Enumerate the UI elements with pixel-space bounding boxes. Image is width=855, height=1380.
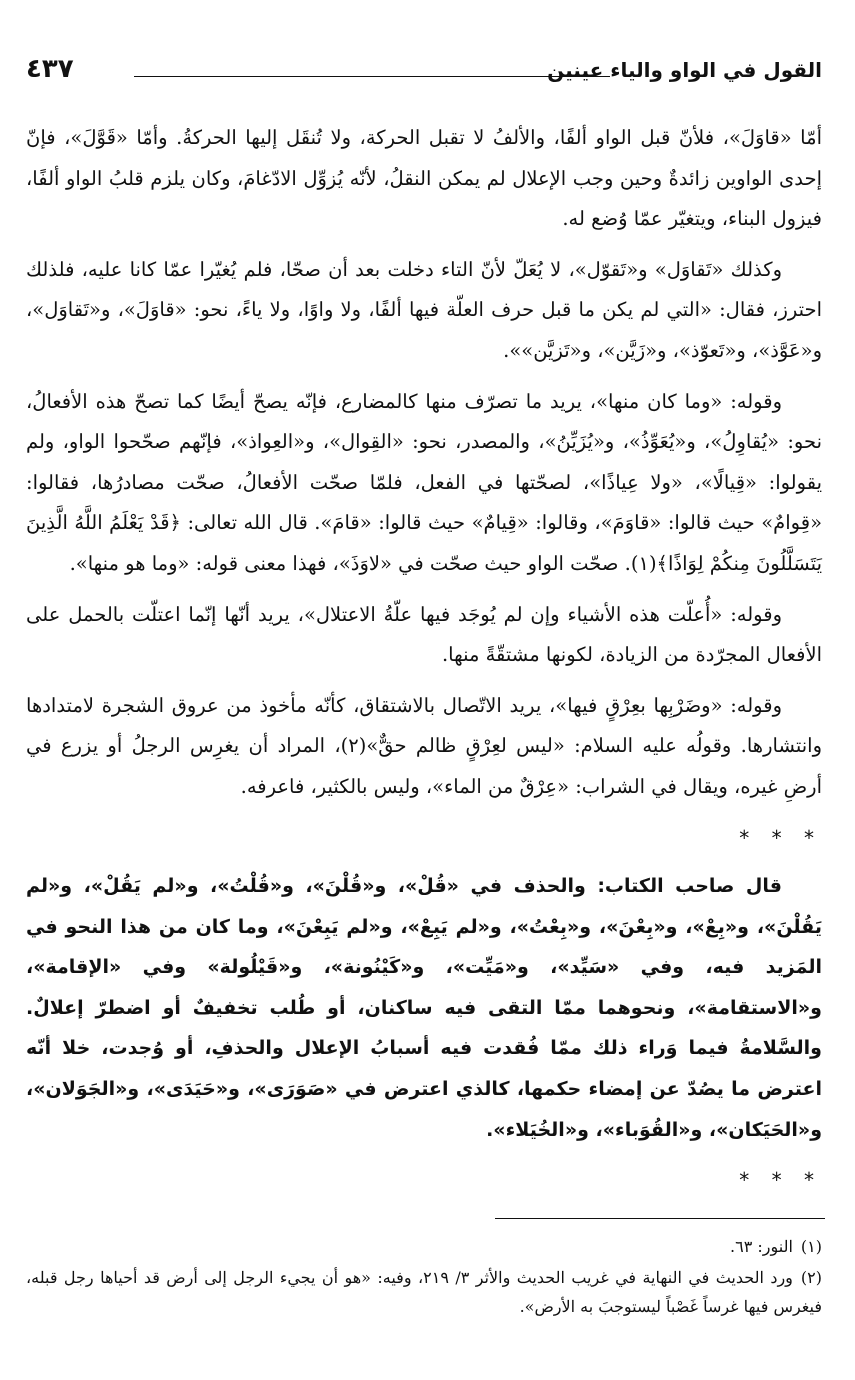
paragraph-1: أمّا «قاوَلَ»، فلأنّ قبل الواو ألفًا، والألفُ لا تقبل الحركة، ولا تُنقَل إليها الحركةُ. وأمّا «قَوَّلَ»، فإنّ إحدى الواوين زائدةٌ وحين وجب الإعلال لم يمكن النقلُ، لأنّه يُزوِّل الادّغامَ، وكان يلزم قلبُ الواو ألفًا، فيزول البناء، ويتغيّر عمّا وُضع له. xyxy=(26,126,822,231)
main-text xyxy=(26,118,822,1209)
page-number: ٤٣٧ xyxy=(26,54,74,84)
paragraph-2: وكذلك «تَقاوَل» و«تَقوّل»، لا يُعَلّ لأنّ التاء دخلت بعد أن صحّا، فلم يُغيّرا عمّا كانا عليه، فلذلك احترز، فقال: «التي لم يكن ما قبل حرف العلّة فيها ألفًا، ولا واوًا، ولا ياءً، نحو: «قاوَلَ»، و«تَقاوَل»، و«عَوَّذ»، و«تَعوّذ»، و«زَيَّن»، و«تَزيَّن»». xyxy=(26,257,822,362)
running-header xyxy=(26,54,822,94)
chapter-title: القول في الواو والياء عينين xyxy=(547,58,822,82)
footnote-number: (١) xyxy=(800,1237,822,1256)
section-separator-2: * * * xyxy=(739,1168,822,1193)
header-rule xyxy=(134,76,610,77)
footnote-rule xyxy=(495,1218,825,1219)
section-separator: * * * xyxy=(739,825,822,850)
footnotes xyxy=(26,1232,822,1323)
footnote-text: النور: ٦٣. xyxy=(730,1237,793,1256)
paragraph-4: وقوله: «أُعلّت هذه الأشياء وإن لم يُوجَد فيها علّةُ الاعتلال»، يريد أنّها إنّما اعتلّت بالحمل على الأفعال المجرّدة من الزيادة، لكونها مشتقّةً منها. xyxy=(26,602,822,667)
footnote-1 xyxy=(26,1232,822,1261)
paragraph-5: وقوله: «وضَرْبِها بعِرْقٍ فيها»، يريد الاتّصال بالاشتقاق، كأنّه مأخوذ من عروق الشجرة لامتدادها وانتشارها. وقولُه عليه السلام: «ليس لعِرْقٍ ظالم حقٌّ»(٢)، المراد أن يغرِس الرجلُ أو يزرع في أرضِ غيره، ويقال في الشراب: «عِرْقٌ من الماء»، وليس بالكثير، فاعرفه. xyxy=(26,693,822,798)
footnote-number: (٢) xyxy=(800,1268,822,1287)
author-quote: قال صاحب الكتاب: والحذف في «قُلْ»، و«قُلْنَ»، و«قُلْتُ»، و«لم يَقُلْ»، و«لم يَقُلْنَ»، و«بِعْ»، و«بِعْنَ»، و«بِعْتُ»، و«لم يَبِعْ»، و«لم يَبِعْنَ»، وما كان من هذا النحو في المَزيد فيه، وفي «سَيِّد»، و«مَيِّت»، و«كَيْنُونة»، و«قَيْلُولة» وفي «الإقامة»، و«الاستقامة»، ونحوهما ممّا التقى فيه ساكنان، أو طُلب تخفيفٌ أو اضطرّ إعلالٌ. والسَّلامةُ فيما وَراء ذلك ممّا فُقدت فيه أسبابُ الإعلال والحذفِ، أو وُجدت، خلا أنّه اعترض ما يصُدّ عن إمضاء حكمها، كالذي اعترض في «صَوَرَى»، و«حَيَدَى»، و«الجَوَلان»، و«الحَيَكان»، و«القُوَباء»، و«الخُيَلاء». xyxy=(26,875,822,1141)
footnote-2 xyxy=(26,1263,822,1321)
paragraph-3: وقوله: «وما كان منها»، يريد ما تصرّف منها كالمضارع، فإنّه يصحّ أيضًا كما تصحّ هذه الأفعالُ، نحو: «يُقاوِلُ»، و«يُعَوِّذُ»، و«يُزَيِّنُ»، والمصدر، نحو: «القِوال»، و«العِواذ»، فإنّهم صحّحوا الواو، ولم يقولوا: «قِيالًا»، «ولا عِياذًا»، لصحّتها في الفعل، فلمّا صحّت الأفعالُ، صحّت مصادرُها، فقالوا: «قِوامٌ» حيث قالوا: «قاوَمَ»، وقالوا: «قِيامٌ» حيث قالوا: «قامَ». قال الله تعالى: ﴿قَدْ يَعْلَمُ اللَّهُ الَّذِينَ يَتَسَلَّلُونَ مِنكُمْ لِوَاذًا﴾(١). صحّت الواو حيث صحّت في «لاوَذَ»، فهذا معنى قوله: «وما هو منها». xyxy=(26,389,822,575)
footnote-text: ورد الحديث في النهاية في غريب الحديث والأثر ٣/ ٢١٩، وفيه: «هو أن يجيء الرجل إلى أرض قد أحياها رجل قبله، فيغرس فيها غرساً غَصْباً ليستوجبَ به الأرض». xyxy=(26,1268,822,1316)
